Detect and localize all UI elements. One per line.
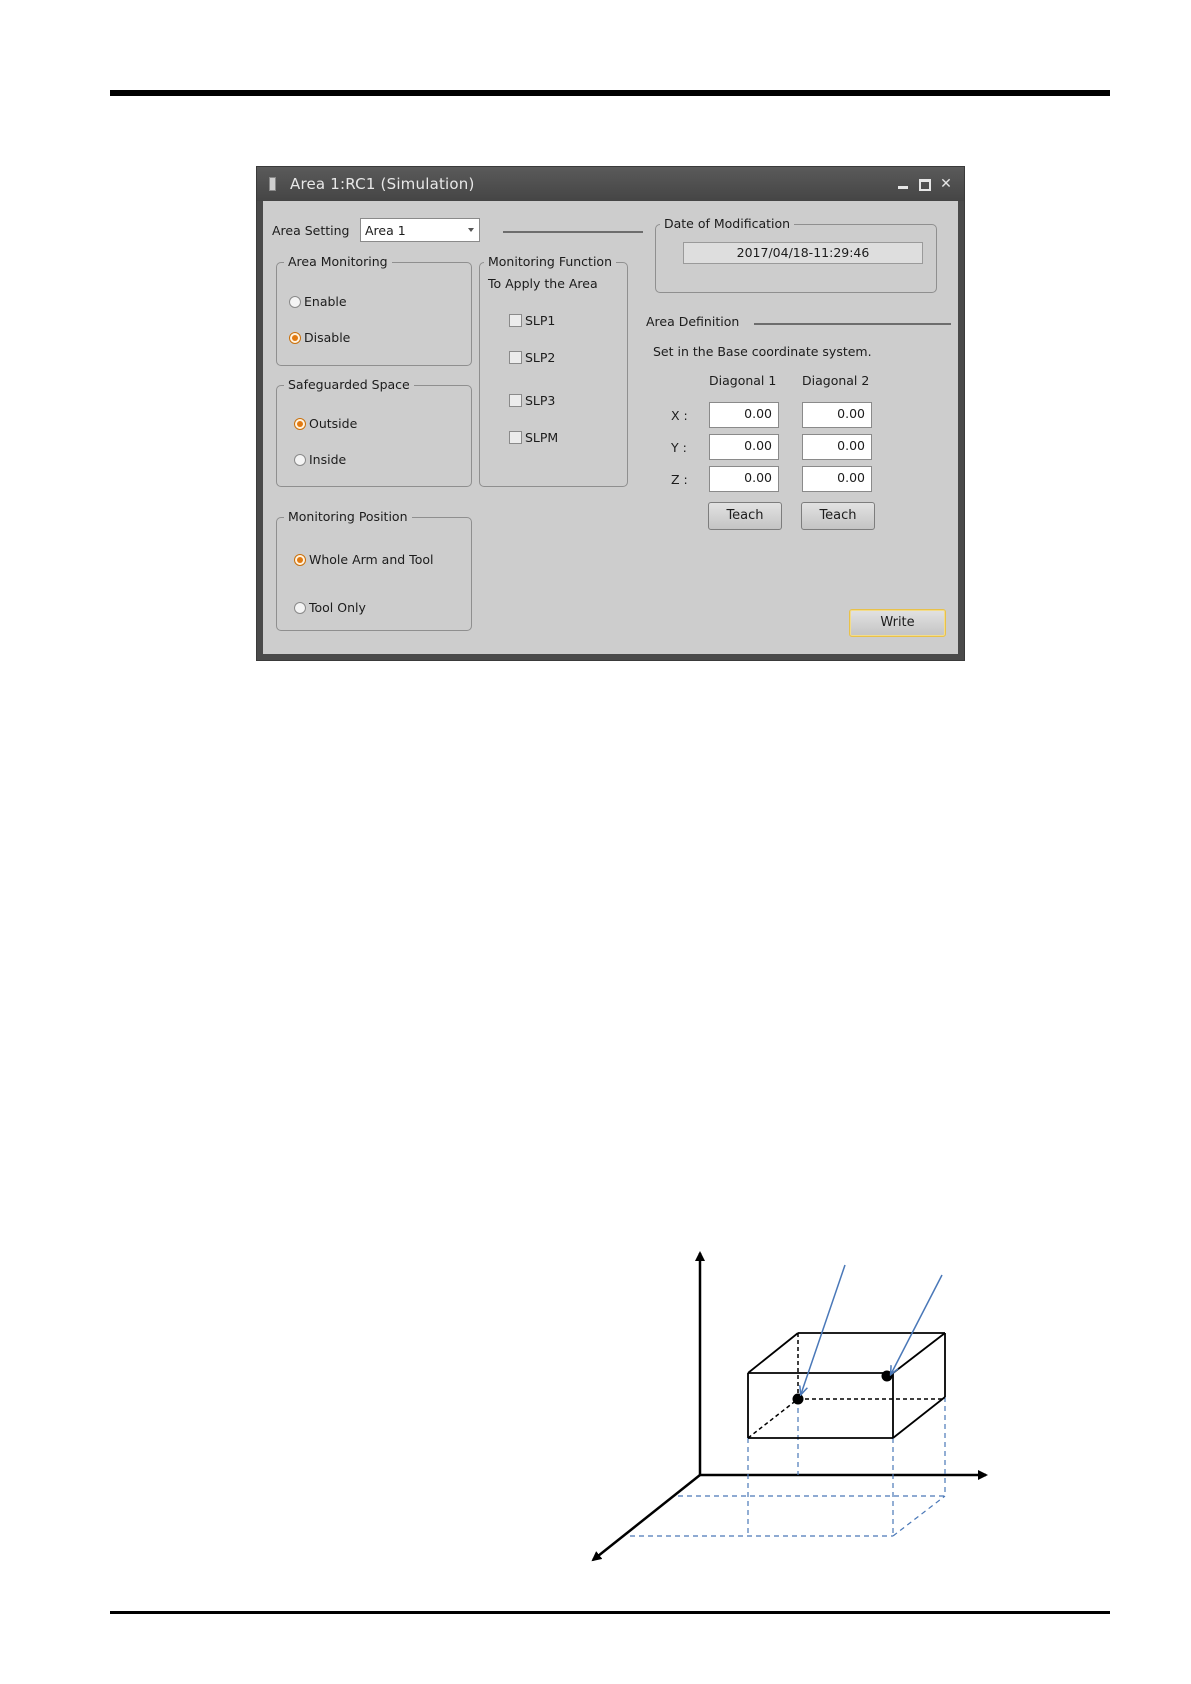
checkbox-slp3-label: SLP3 (525, 393, 556, 408)
diagonal-2-header: Diagonal 2 (802, 373, 870, 388)
monitoring-function-title: Monitoring Function (484, 254, 616, 269)
radio-inside-label: Inside (309, 452, 347, 467)
diagonal2-z-input[interactable]: 0.00 (802, 466, 872, 492)
diagonal-point-2 (882, 1371, 893, 1382)
axis-y-label: Y : (671, 440, 687, 455)
area-box-diagram (590, 1245, 1000, 1575)
monitoring-position-title: Monitoring Position (284, 509, 412, 524)
pendant-icon (269, 177, 276, 191)
dialog-client (263, 201, 958, 654)
radio-tool-only-label: Tool Only (309, 600, 366, 615)
checkbox-slpm-label: SLPM (525, 430, 559, 445)
radio-enable-label: Enable (304, 294, 347, 309)
header-rule (110, 90, 1110, 96)
monitoring-function-group (479, 254, 628, 487)
safeguarded-space-title: Safeguarded Space (284, 377, 414, 392)
radio-indicator-selected (294, 418, 306, 430)
radio-indicator-selected (294, 554, 306, 566)
radio-indicator (289, 296, 301, 308)
checkbox-box (509, 314, 522, 327)
teach-diagonal2-button[interactable]: Teach (801, 502, 875, 530)
area-setting-value: Area 1 (365, 223, 406, 238)
projection-lines (630, 1397, 945, 1536)
radio-indicator (294, 454, 306, 466)
area-definition-title: Area Definition (646, 314, 740, 329)
monitoring-function-subtitle: To Apply the Area (488, 276, 598, 291)
radio-outside[interactable] (294, 416, 357, 431)
radio-disable[interactable] (289, 330, 350, 345)
chevron-down-icon (468, 228, 474, 232)
leader-arrow-1 (801, 1265, 845, 1394)
radio-indicator-selected (289, 332, 301, 344)
radio-inside[interactable] (294, 452, 346, 467)
radio-enable[interactable] (289, 294, 347, 309)
area-monitoring-group (276, 254, 472, 366)
date-of-modification-title: Date of Modification (660, 216, 794, 231)
checkbox-box (509, 351, 522, 364)
diagonal-1-header: Diagonal 1 (709, 373, 777, 388)
radio-whole-arm-label: Whole Arm and Tool (309, 552, 434, 567)
write-button[interactable]: Write (849, 609, 946, 637)
monitoring-position-group (276, 509, 472, 631)
checkbox-box (509, 394, 522, 407)
axis-z-label: Z : (671, 472, 688, 487)
teach-diagonal1-button[interactable]: Teach (708, 502, 782, 530)
safeguarded-space-group (276, 377, 472, 487)
footer-rule (110, 1611, 1110, 1614)
checkbox-slp1-label: SLP1 (525, 313, 556, 328)
area-definition-note: Set in the Base coordinate system. (653, 344, 872, 359)
area-box (748, 1333, 945, 1438)
area-setting-select[interactable] (360, 218, 480, 242)
diagonal1-z-input[interactable]: 0.00 (709, 466, 779, 492)
diagonal1-y-input[interactable]: 0.00 (709, 434, 779, 460)
area-setting-label: Area Setting (272, 223, 350, 238)
date-of-modification-value: 2017/04/18-11:29:46 (683, 242, 923, 264)
checkbox-slp2[interactable] (509, 350, 555, 365)
checkbox-box (509, 431, 522, 444)
radio-outside-label: Outside (309, 416, 358, 431)
title-bar[interactable] (257, 167, 964, 201)
checkbox-slp2-label: SLP2 (525, 350, 556, 365)
radio-indicator (294, 602, 306, 614)
diagonal2-y-input[interactable]: 0.00 (802, 434, 872, 460)
radio-disable-label: Disable (304, 330, 351, 345)
y-axis-arrow (593, 1475, 700, 1560)
radio-whole-arm-and-tool[interactable] (294, 552, 433, 567)
diagonal-point-1 (793, 1394, 804, 1405)
axis-x-label: X : (671, 408, 688, 423)
radio-tool-only[interactable] (294, 600, 366, 615)
area-monitoring-title: Area Monitoring (284, 254, 392, 269)
diagonal1-x-input[interactable]: 0.00 (709, 402, 779, 428)
area-settings-dialog (257, 167, 964, 660)
close-icon[interactable]: ✕ (940, 176, 952, 192)
window-title: Area 1:RC1 (Simulation) (290, 175, 475, 193)
minimize-icon[interactable] (895, 176, 911, 192)
checkbox-slp3[interactable] (509, 393, 555, 408)
checkbox-slpm[interactable] (509, 430, 558, 445)
maximize-icon[interactable] (916, 176, 932, 192)
leader-arrow-2 (891, 1275, 942, 1374)
diagonal2-x-input[interactable]: 0.00 (802, 402, 872, 428)
separator-line (754, 323, 951, 325)
separator-line (503, 231, 643, 233)
checkbox-slp1[interactable] (509, 313, 555, 328)
